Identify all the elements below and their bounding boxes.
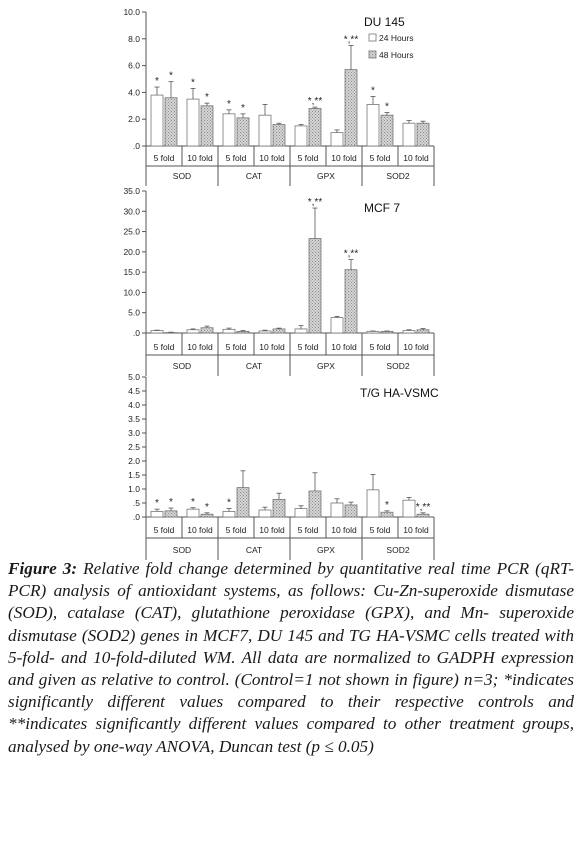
bar-48h bbox=[165, 511, 177, 517]
bar-48h bbox=[417, 330, 429, 333]
x-category-label-1: 10 fold bbox=[259, 342, 285, 352]
y-tick-label-0: 8.0 bbox=[128, 33, 140, 44]
y-tick-label-0: 4.0 bbox=[128, 87, 140, 98]
y-tick-label-1: 25.0 bbox=[123, 226, 140, 237]
chart-title-1: MCF 7 bbox=[364, 201, 400, 215]
y-tick-label-2: 2.0 bbox=[128, 456, 140, 466]
y-tick-label-1: 15.0 bbox=[123, 267, 140, 278]
bar-24h bbox=[403, 123, 415, 146]
bar-48h bbox=[309, 238, 321, 333]
legend-label-48h: 48 Hours bbox=[379, 50, 414, 60]
x-category-label-2: 10 fold bbox=[403, 525, 429, 535]
x-category-label-1: 5 fold bbox=[153, 342, 175, 352]
x-group-label-1: GPX bbox=[317, 361, 335, 371]
bar-48h bbox=[273, 329, 285, 333]
bar-48h bbox=[309, 108, 321, 146]
bar-24h bbox=[259, 510, 271, 517]
legend-label-24h: 24 Hours bbox=[379, 33, 414, 43]
x-category-label-2: 5 fold bbox=[297, 525, 319, 535]
y-tick-label-2: 2.5 bbox=[128, 442, 140, 452]
bar-48h bbox=[237, 488, 249, 517]
x-group-label-0: SOD2 bbox=[386, 171, 410, 181]
y-tick-label-1: 30.0 bbox=[123, 206, 140, 217]
x-category-label-1: 5 fold bbox=[225, 342, 247, 352]
significance-marker: * bbox=[205, 501, 209, 513]
bar-24h bbox=[223, 329, 235, 333]
caption-text: Relative fold change determined by quantitative real time PCR (qRT-PCR) analysis of antioxidant systems, as follows: Cu-Zn-superoxide dismutase (SOD), catalase (CAT), glutathione peroxidase (GPX), and Mn- superoxide dismutase (SOD2) genes in MCF7, DU 145 and TG HA-VSMC cells treated with 5-fold- and 10-fold-diluted WM. All data are normalized to GADPH expression and given as relative to control. (Control=1 not shown in figure) n=3; *indicates significantly different values compared to their respective controls and **indicates significantly different values compared to other treatment groups, analysed by one-way ANOVA, Duncan test (p ≤ 0.05) bbox=[8, 559, 575, 756]
y-tick-label-1: 10.0 bbox=[123, 287, 140, 298]
y-tick-label-2: 4.0 bbox=[128, 400, 140, 410]
bar-48h bbox=[345, 70, 357, 146]
x-group-label-2: SOD2 bbox=[386, 545, 410, 555]
significance-marker: * bbox=[385, 499, 389, 511]
y-tick-label-1: .0 bbox=[132, 328, 140, 338]
y-tick-label-0: 6.0 bbox=[128, 60, 140, 71]
bar-24h bbox=[259, 115, 271, 146]
bar-24h bbox=[223, 114, 235, 146]
x-group-label-0: CAT bbox=[245, 171, 263, 181]
x-category-label-1: 5 fold bbox=[369, 342, 391, 352]
legend-swatch-24h bbox=[369, 34, 376, 41]
bar-48h bbox=[381, 115, 393, 146]
x-category-label-2: 10 fold bbox=[331, 525, 357, 535]
bar-48h bbox=[165, 333, 177, 334]
y-tick-label-2: 5.0 bbox=[128, 372, 140, 382]
bar-48h bbox=[273, 125, 285, 146]
x-group-label-1: CAT bbox=[245, 361, 263, 371]
x-category-label-2: 10 fold bbox=[259, 525, 285, 535]
bar-48h bbox=[165, 98, 177, 146]
bar-24h bbox=[151, 511, 163, 517]
bar-48h bbox=[417, 123, 429, 146]
y-tick-label-1: 20.0 bbox=[123, 246, 140, 257]
legend-swatch-48h bbox=[369, 51, 376, 58]
bar-48h bbox=[345, 270, 357, 333]
y-tick-label-2: 4.5 bbox=[128, 386, 140, 396]
bar-24h bbox=[187, 99, 199, 146]
bar-24h bbox=[331, 133, 343, 146]
x-group-label-0: SOD bbox=[172, 171, 192, 181]
bar-24h bbox=[151, 95, 163, 146]
bar-24h bbox=[295, 329, 307, 333]
bar-48h bbox=[381, 512, 393, 517]
x-group-label-2: GPX bbox=[317, 545, 335, 555]
significance-marker: * bbox=[155, 76, 159, 88]
bar-24h bbox=[403, 331, 415, 333]
x-group-label-2: SOD bbox=[172, 545, 192, 555]
y-tick-label-1: 35.0 bbox=[123, 186, 140, 196]
significance-marker: * bbox=[191, 496, 195, 508]
significance-marker: *,** bbox=[343, 248, 359, 260]
bar-24h bbox=[331, 318, 343, 333]
x-category-label-1: 10 fold bbox=[331, 342, 357, 352]
bar-48h bbox=[237, 118, 249, 146]
significance-marker: *,** bbox=[307, 96, 323, 108]
chart-title-2: T/G HA-VSMC bbox=[360, 386, 439, 400]
y-tick-label-2: .0 bbox=[132, 512, 140, 522]
x-category-label-0: 5 fold bbox=[225, 153, 247, 163]
bar-24h bbox=[187, 330, 199, 333]
bar-24h bbox=[151, 331, 163, 333]
significance-marker: *,** bbox=[307, 197, 323, 209]
bar-48h bbox=[201, 514, 213, 517]
bar-24h bbox=[403, 500, 415, 517]
chart-title-0: DU 145 bbox=[364, 15, 405, 29]
x-group-label-2: CAT bbox=[245, 545, 263, 555]
bar-24h bbox=[259, 331, 271, 333]
figure-caption bbox=[8, 558, 574, 758]
x-category-label-0: 10 fold bbox=[187, 153, 213, 163]
bar-24h bbox=[187, 509, 199, 517]
x-category-label-2: 5 fold bbox=[225, 525, 247, 535]
x-category-label-2: 10 fold bbox=[187, 525, 213, 535]
y-tick-label-0: 10.0 bbox=[123, 7, 140, 17]
significance-marker: * bbox=[241, 102, 245, 114]
significance-marker: * bbox=[371, 85, 375, 97]
x-category-label-0: 5 fold bbox=[153, 153, 175, 163]
x-category-label-0: 10 fold bbox=[403, 153, 429, 163]
bar-24h bbox=[367, 331, 379, 333]
y-tick-label-2: 3.0 bbox=[128, 428, 140, 438]
bar-48h bbox=[237, 331, 249, 333]
bar-48h bbox=[345, 505, 357, 517]
y-tick-label-2: 1.5 bbox=[128, 470, 140, 480]
bar-24h bbox=[295, 509, 307, 517]
significance-marker: * bbox=[169, 70, 173, 82]
y-tick-label-2: .5 bbox=[132, 498, 140, 508]
significance-marker: * bbox=[205, 92, 209, 104]
bar-48h bbox=[201, 106, 213, 146]
x-group-label-1: SOD2 bbox=[386, 361, 410, 371]
x-group-label-1: SOD bbox=[172, 361, 192, 371]
caption-label: Figure 3: bbox=[8, 559, 78, 578]
y-tick-label-1: 5.0 bbox=[128, 307, 140, 318]
bar-48h bbox=[417, 514, 429, 517]
bar-48h bbox=[273, 499, 285, 517]
significance-marker: * bbox=[191, 77, 195, 89]
significance-marker: * bbox=[227, 98, 231, 110]
x-category-label-0: 10 fold bbox=[259, 153, 285, 163]
significance-marker: * bbox=[169, 497, 173, 509]
significance-marker: * bbox=[385, 101, 389, 113]
significance-marker: *,** bbox=[343, 34, 359, 46]
bar-24h bbox=[223, 511, 235, 517]
bar-48h bbox=[309, 491, 321, 517]
x-category-label-1: 10 fold bbox=[403, 342, 429, 352]
significance-marker: *,** bbox=[415, 501, 431, 513]
y-tick-label-0: .0 bbox=[132, 141, 140, 151]
bar-48h bbox=[381, 331, 393, 333]
x-category-label-0: 5 fold bbox=[297, 153, 319, 163]
significance-marker: * bbox=[227, 497, 231, 509]
x-category-label-0: 5 fold bbox=[369, 153, 391, 163]
significance-marker: * bbox=[155, 498, 159, 510]
bar-24h bbox=[331, 503, 343, 517]
x-category-label-2: 5 fold bbox=[153, 525, 175, 535]
bar-24h bbox=[295, 126, 307, 146]
x-category-label-0: 10 fold bbox=[331, 153, 357, 163]
y-tick-label-0: 2.0 bbox=[128, 114, 140, 125]
y-tick-label-2: 3.5 bbox=[128, 414, 140, 424]
bar-48h bbox=[201, 328, 213, 333]
y-tick-label-2: 1.0 bbox=[128, 484, 140, 494]
x-category-label-1: 5 fold bbox=[297, 342, 319, 352]
x-group-label-0: GPX bbox=[317, 171, 335, 181]
bar-24h bbox=[367, 104, 379, 146]
x-category-label-2: 5 fold bbox=[369, 525, 391, 535]
x-category-label-1: 10 fold bbox=[187, 342, 213, 352]
bar-24h bbox=[367, 490, 379, 517]
